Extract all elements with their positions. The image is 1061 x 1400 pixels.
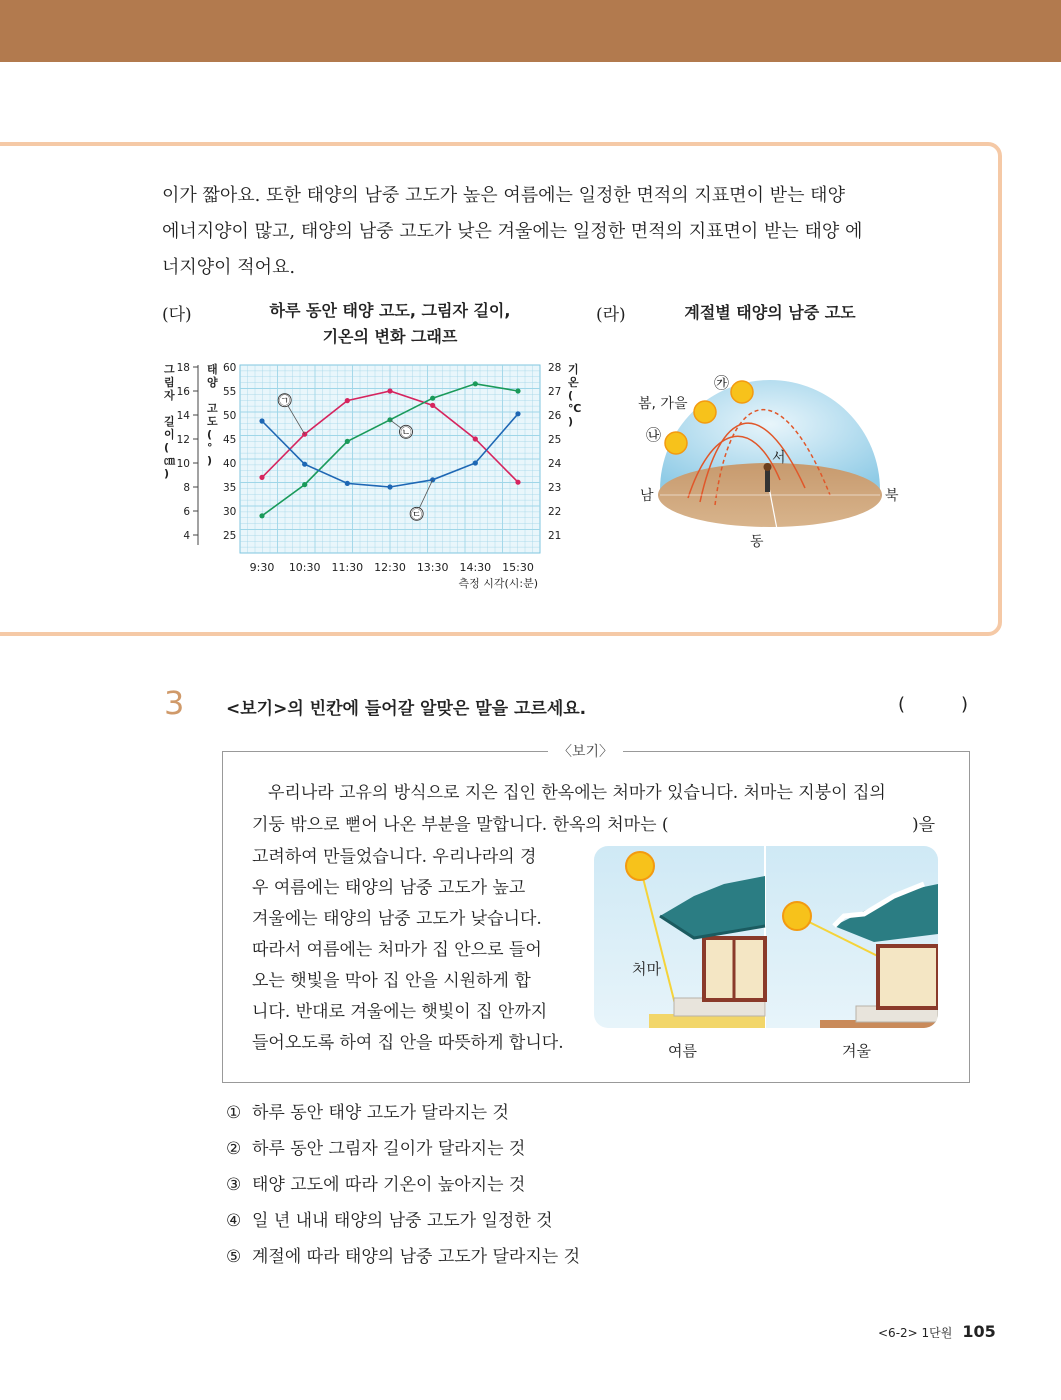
bogi-line: 고려하여 만들었습니다. 우리나라의 경 [252,847,537,867]
data-point [430,403,435,408]
bogi-line: 우 여름에는 태양의 남중 고도가 높고 [252,878,526,898]
option-3[interactable] [226,1172,580,1208]
question-number: 3 [164,684,185,722]
y-tick-altitude: 35 [223,482,237,494]
data-point [387,388,392,393]
x-tick-label: 9:30 [249,561,275,574]
data-point [345,398,350,403]
sun-icon [731,381,753,403]
x-tick-label: 13:30 [416,561,449,574]
option-text: 일 년 내내 태양의 남중 고도가 일정한 것 [252,1211,553,1231]
x-tick-label: 11:30 [331,561,364,574]
data-point [387,484,392,489]
figure-da-title-line2: 기온의 변화 그래프 [322,327,458,346]
y-tick-shadow: 16 [176,386,190,398]
option-number: ④ [226,1211,242,1231]
y-tick-altitude: 45 [223,434,237,446]
option-number: ③ [226,1175,242,1195]
x-axis-label: 측정 시각(시:분) [458,577,538,590]
y-tick-altitude: 30 [223,506,237,518]
option-number: ⑤ [226,1247,242,1267]
option-5[interactable] [226,1244,580,1280]
x-tick-label: 10:30 [288,561,321,574]
marker-ga: ㉮ [714,374,730,392]
paren-open: ( [898,694,906,715]
data-point [302,432,307,437]
bogi-label: 〈보기〉 [548,741,623,761]
person-head-icon [764,463,772,471]
option-text: 하루 동안 태양 고도가 달라지는 것 [252,1103,509,1123]
bogi-line: 우리나라 고유의 방식으로 지은 집인 한옥에는 처마가 있습니다. 처마는 지붕이 집의 [268,783,886,803]
figure-da-label: (다) [162,305,192,325]
figure-da-title [230,298,550,350]
summer-label: 여름 [668,1042,697,1060]
passage-line: 에너지양이 많고, 태양의 남중 고도가 낮은 겨울에는 일정한 면적의 지표면이 받는 태양 에 [162,221,863,242]
data-point [515,388,520,393]
data-point [345,439,350,444]
y-tick-temperature: 26 [548,410,562,422]
y-tick-shadow: 18 [176,362,190,374]
wall-winter [878,946,938,1008]
x-tick-label: 12:30 [374,561,406,574]
options-list [226,1100,580,1280]
y-axis-title-shadow: 그 림 자 길 이 ( ㎝ ) [164,363,175,480]
y-tick-temperature: 22 [548,506,562,518]
y-tick-shadow: 12 [176,434,190,446]
option-4[interactable] [226,1208,580,1244]
passage-line: 이가 짧아요. 또한 태양의 남중 고도가 높은 여름에는 일정한 면적의 지표면이 받는 태양 [162,185,845,206]
data-point [259,418,264,423]
option-text: 계절에 따라 태양의 남중 고도가 달라지는 것 [252,1247,581,1267]
page-footer [878,1322,996,1341]
eaves-label: 처마 [632,960,661,978]
series-label: ㉢ [411,507,423,521]
bogi-line: )을 [912,815,936,835]
x-tick-label: 15:30 [502,561,534,574]
data-point [259,475,264,480]
y-tick-temperature: 24 [548,458,562,470]
dir-east: 동 [750,534,764,550]
data-point [302,482,307,487]
y-tick-shadow: 8 [183,482,190,494]
y-axis-title-temperature: 기 온 ( ℃ ) [568,363,582,428]
y-tick-shadow: 4 [183,530,190,542]
series-label: ㉠ [279,394,291,408]
y-tick-altitude: 25 [223,530,237,542]
y-tick-altitude: 55 [223,386,237,398]
y-tick-temperature: 21 [548,530,562,542]
y-tick-temperature: 27 [548,386,562,398]
sun-summer-icon [626,852,654,880]
data-point [515,411,520,416]
y-tick-shadow: 14 [176,410,190,422]
sun-icon [665,432,687,454]
option-text: 하루 동안 그림자 길이가 달라지는 것 [252,1139,526,1159]
question-text: <보기>의 빈칸에 들어갈 알맞은 말을 고르세요. [226,699,587,719]
line-chart [150,355,590,595]
y-tick-temperature: 25 [548,434,562,446]
option-2[interactable] [226,1136,580,1172]
bogi-line: 기둥 밖으로 뻗어 나온 부분을 말합니다. 한옥의 처마는 ( [252,815,669,835]
y-tick-altitude: 60 [223,362,237,374]
data-point [473,436,478,441]
option-number: ① [226,1103,242,1123]
bogi-line: 니다. 반대로 겨울에는 햇빛이 집 안까지 [252,1002,548,1022]
dir-north: 북 [885,488,899,504]
bogi-line: 따라서 여름에는 처마가 집 안으로 들어 [252,940,542,960]
figure-da-title-line1: 하루 동안 태양 고도, 그림자 길이, [269,301,511,320]
header-band [0,0,1061,62]
x-tick-label: 14:30 [459,561,492,574]
data-point [302,462,307,467]
dir-west: 서 [772,450,786,466]
option-number: ② [226,1139,242,1159]
y-tick-altitude: 40 [223,458,237,470]
answer-blank[interactable] [898,694,968,715]
passage-line: 너지양이 적어요. [162,257,296,278]
paren-close: ) [960,694,968,715]
page-number: 105 [962,1322,996,1341]
option-text: 태양 고도에 따라 기온이 높아지는 것 [252,1175,526,1195]
bogi-left-text [252,842,564,1059]
y-tick-altitude: 50 [223,410,237,422]
y-tick-temperature: 28 [548,362,562,374]
data-point [430,396,435,401]
dir-south: 남 [640,488,654,504]
hanok-illustration [594,846,938,1028]
data-point [473,460,478,465]
bogi-line: 겨울에는 태양의 남중 고도가 낮습니다. [252,909,542,929]
data-point [473,381,478,386]
season-label: 봄, 가을 [638,396,688,412]
sun-icon [694,401,716,423]
y-tick-shadow: 6 [183,506,190,518]
sun-path-diagram [630,370,910,560]
winter-label: 겨울 [842,1042,871,1060]
bogi-line: 오는 햇빛을 막아 집 안을 시원하게 합 [252,971,531,991]
y-axis-title-altitude: 태 양 고 도 ( ° ) [207,363,218,467]
series-label: ㉡ [400,425,412,439]
figure-ra-label: (라) [596,305,626,325]
passage-text [162,178,942,286]
data-point [345,481,350,486]
data-point [515,480,520,485]
data-point [259,513,264,518]
y-tick-shadow: 10 [176,458,190,470]
unit-label: <6-2> 1단원 [878,1326,953,1340]
person-icon [765,470,770,492]
data-point [430,477,435,482]
y-tick-temperature: 23 [548,482,562,494]
marker-na: ㉯ [646,426,662,444]
figure-ra-title: 계절별 태양의 남중 고도 [684,303,856,322]
bogi-line: 들어오도록 하여 집 안을 따뜻하게 합니다. [252,1033,564,1053]
sun-winter-icon [783,902,811,930]
option-1[interactable] [226,1100,580,1136]
